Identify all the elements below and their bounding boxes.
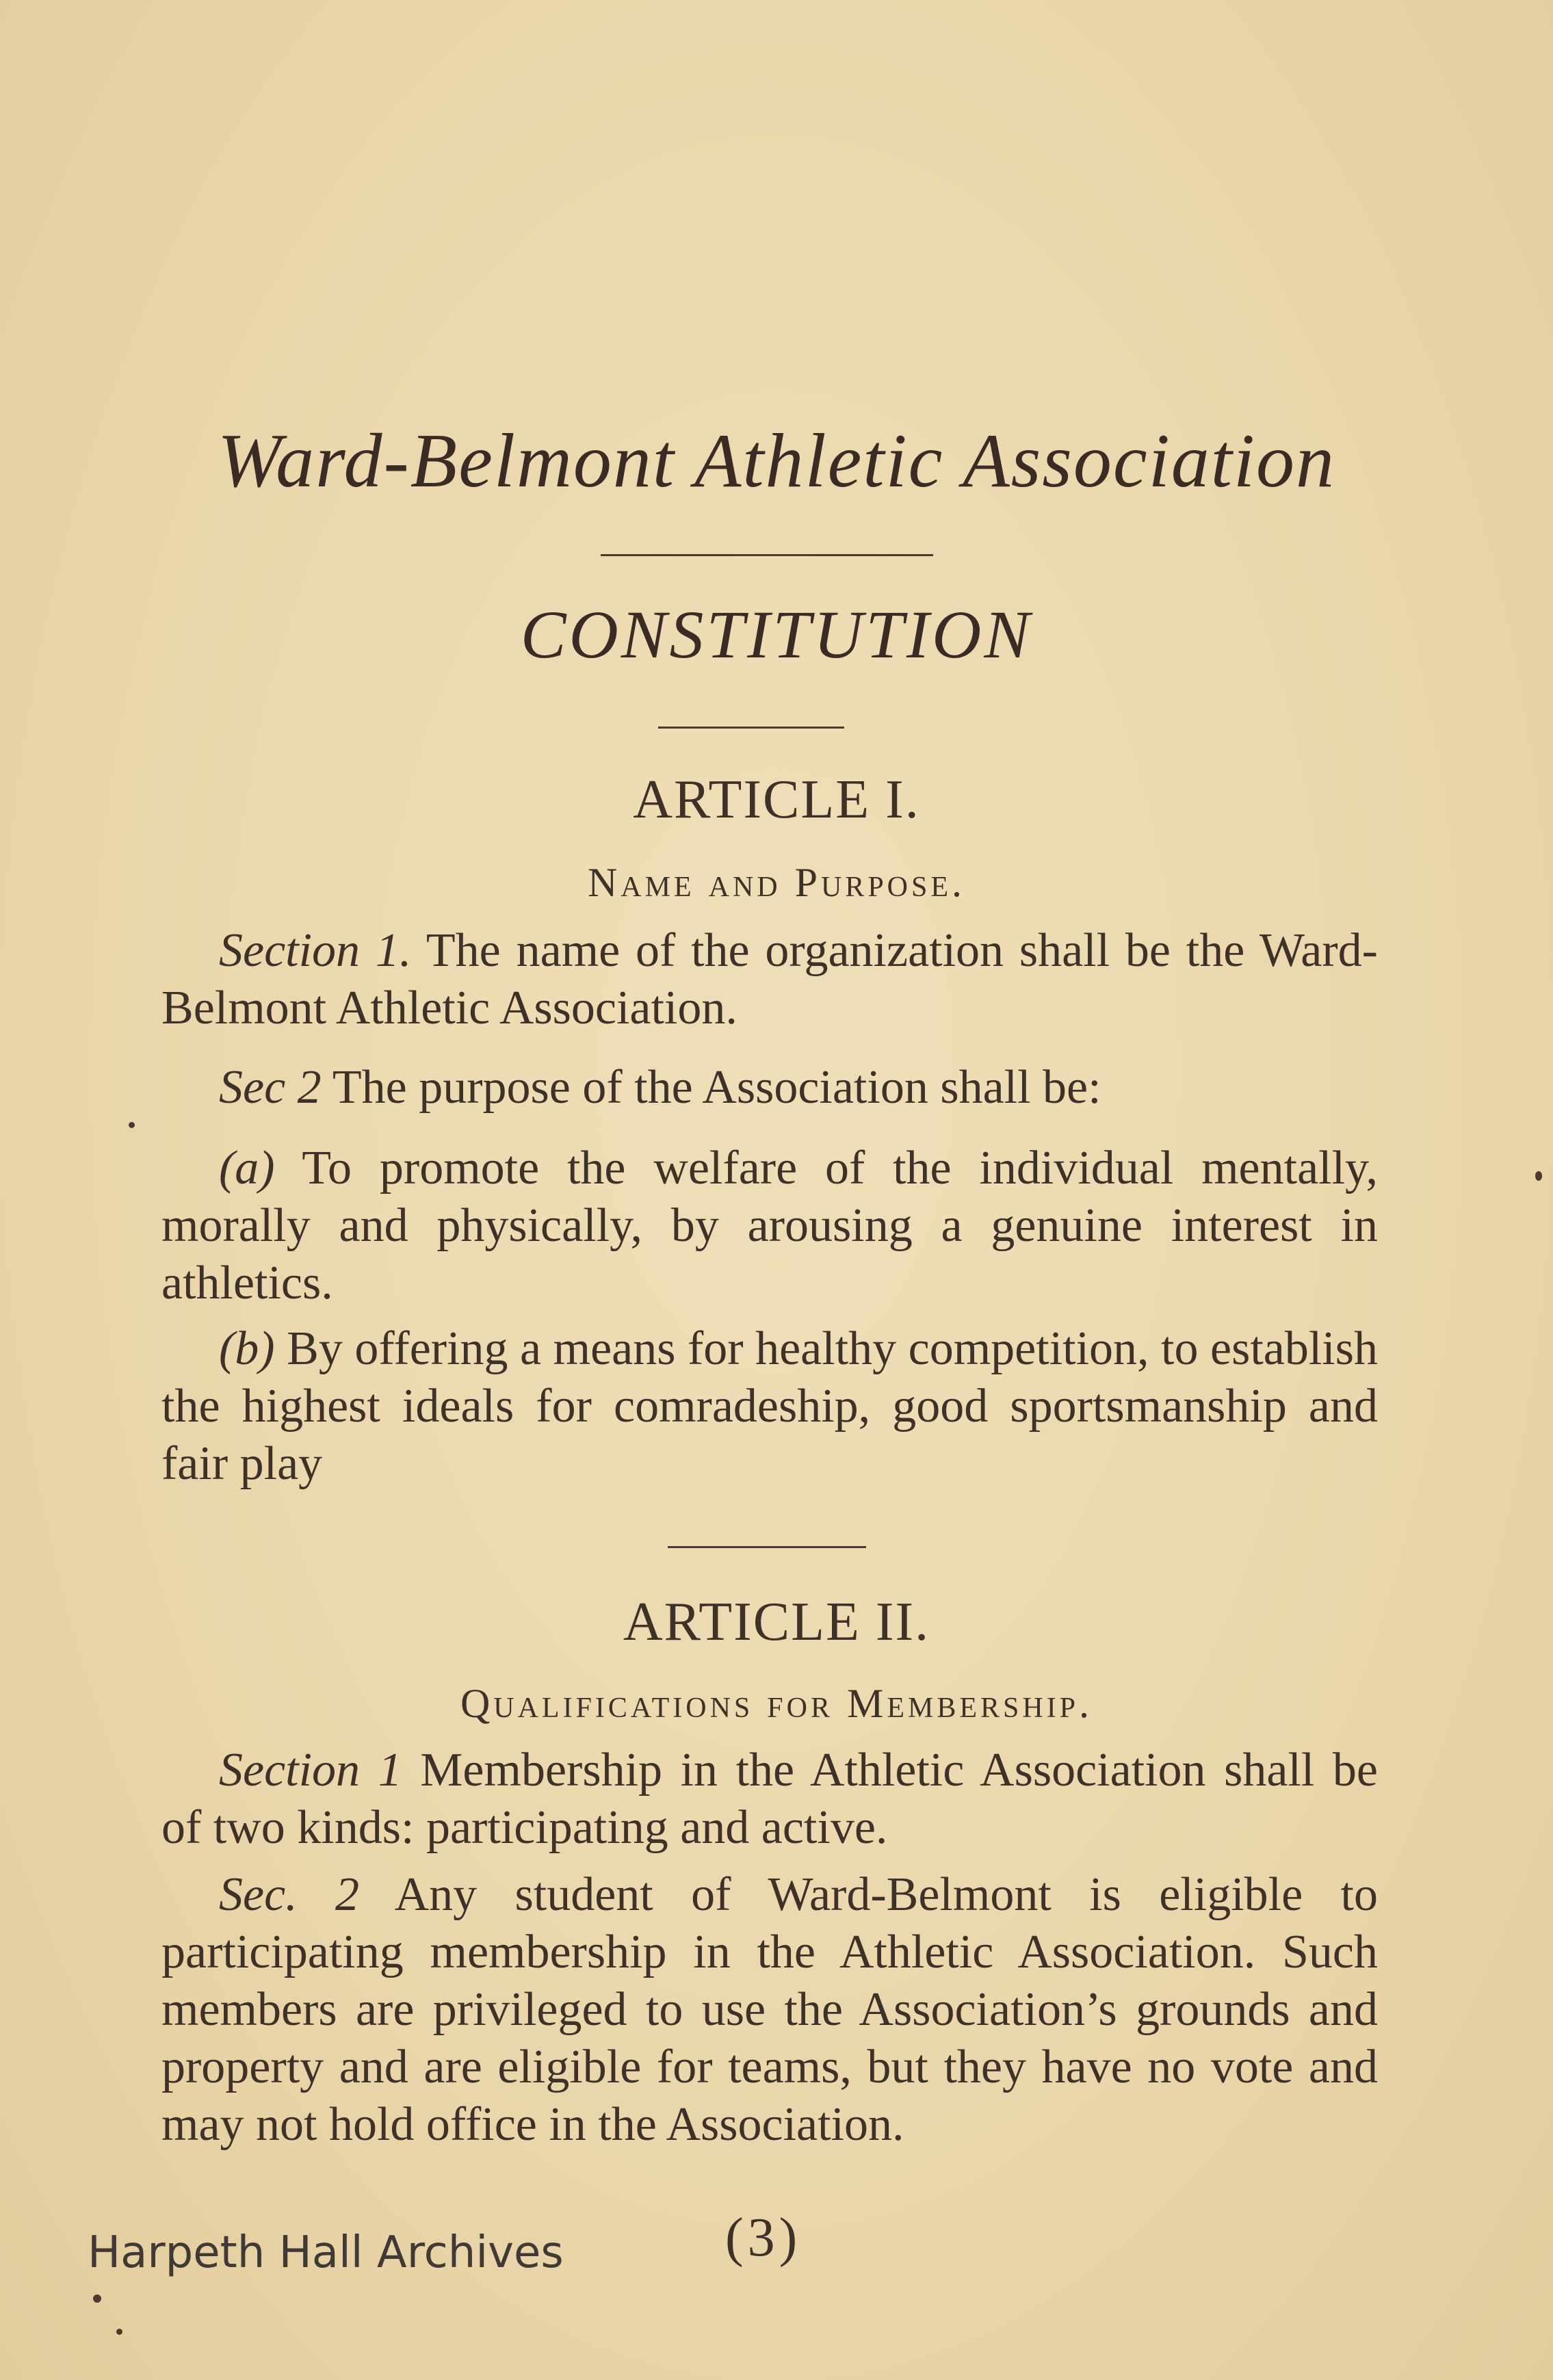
title-rule [601,554,933,556]
article-2-section-1 [161,1742,1378,1857]
clause-text: By offering a means for healthy competition, to establish the highest ideals for comradeship, good sportsmanship and fair play [161,1322,1378,1490]
section-text: The purpose of the Association shall be: [332,1061,1101,1114]
section-label: Sec 2 [219,1061,322,1114]
section-text: The name of the organization shall be the Ward-Belmont Athletic Association. [161,924,1378,1034]
article-1-clause-a [161,1140,1378,1312]
section-text: Membership in the Athletic Association shall be of two kinds: participating and active. [161,1744,1378,1854]
speck [1535,1171,1542,1181]
archive-watermark: Harpeth Hall Archives [88,2227,564,2278]
article-2-section-2 [161,1866,1378,2154]
speck [116,2329,122,2335]
clause-label: (a) [219,1142,275,1194]
clause-label: (b) [219,1322,275,1375]
document-title: Ward-Belmont Athletic Association [218,419,1335,504]
heading-rule [658,727,844,729]
speck [129,1122,135,1128]
article-1-heading: ARTICLE I. [633,770,920,830]
article-2-heading: ARTICLE II. [623,1592,930,1652]
article-divider [668,1546,866,1548]
constitution-heading: CONSTITUTION [520,597,1033,672]
section-label: Section 1. [219,924,412,977]
clause-text: To promote the welfare of the individual mentally, morally and physically, by arousing a genuine interest in athletics. [161,1142,1378,1309]
section-label: Section 1 [219,1744,402,1796]
section-label: Sec. 2 [219,1868,360,1921]
section-text: Any student of Ward-Belmont is eligible to participating membership in the Athletic Association. Such members are privileged to use the Association’s grounds and property and are eligible for teams, but they have no vote and may not hold office in the Association. [161,1868,1379,2151]
article-1-section-2 [161,1059,1378,1116]
article-1-subheading: Name and Purpose. [587,860,966,905]
page-number: (3) [725,2208,802,2268]
speck [93,2294,101,2303]
article-1-section-1 [161,922,1378,1037]
article-2-subheading: Qualifications for Membership. [460,1681,1093,1726]
article-1-clause-b [161,1320,1378,1493]
